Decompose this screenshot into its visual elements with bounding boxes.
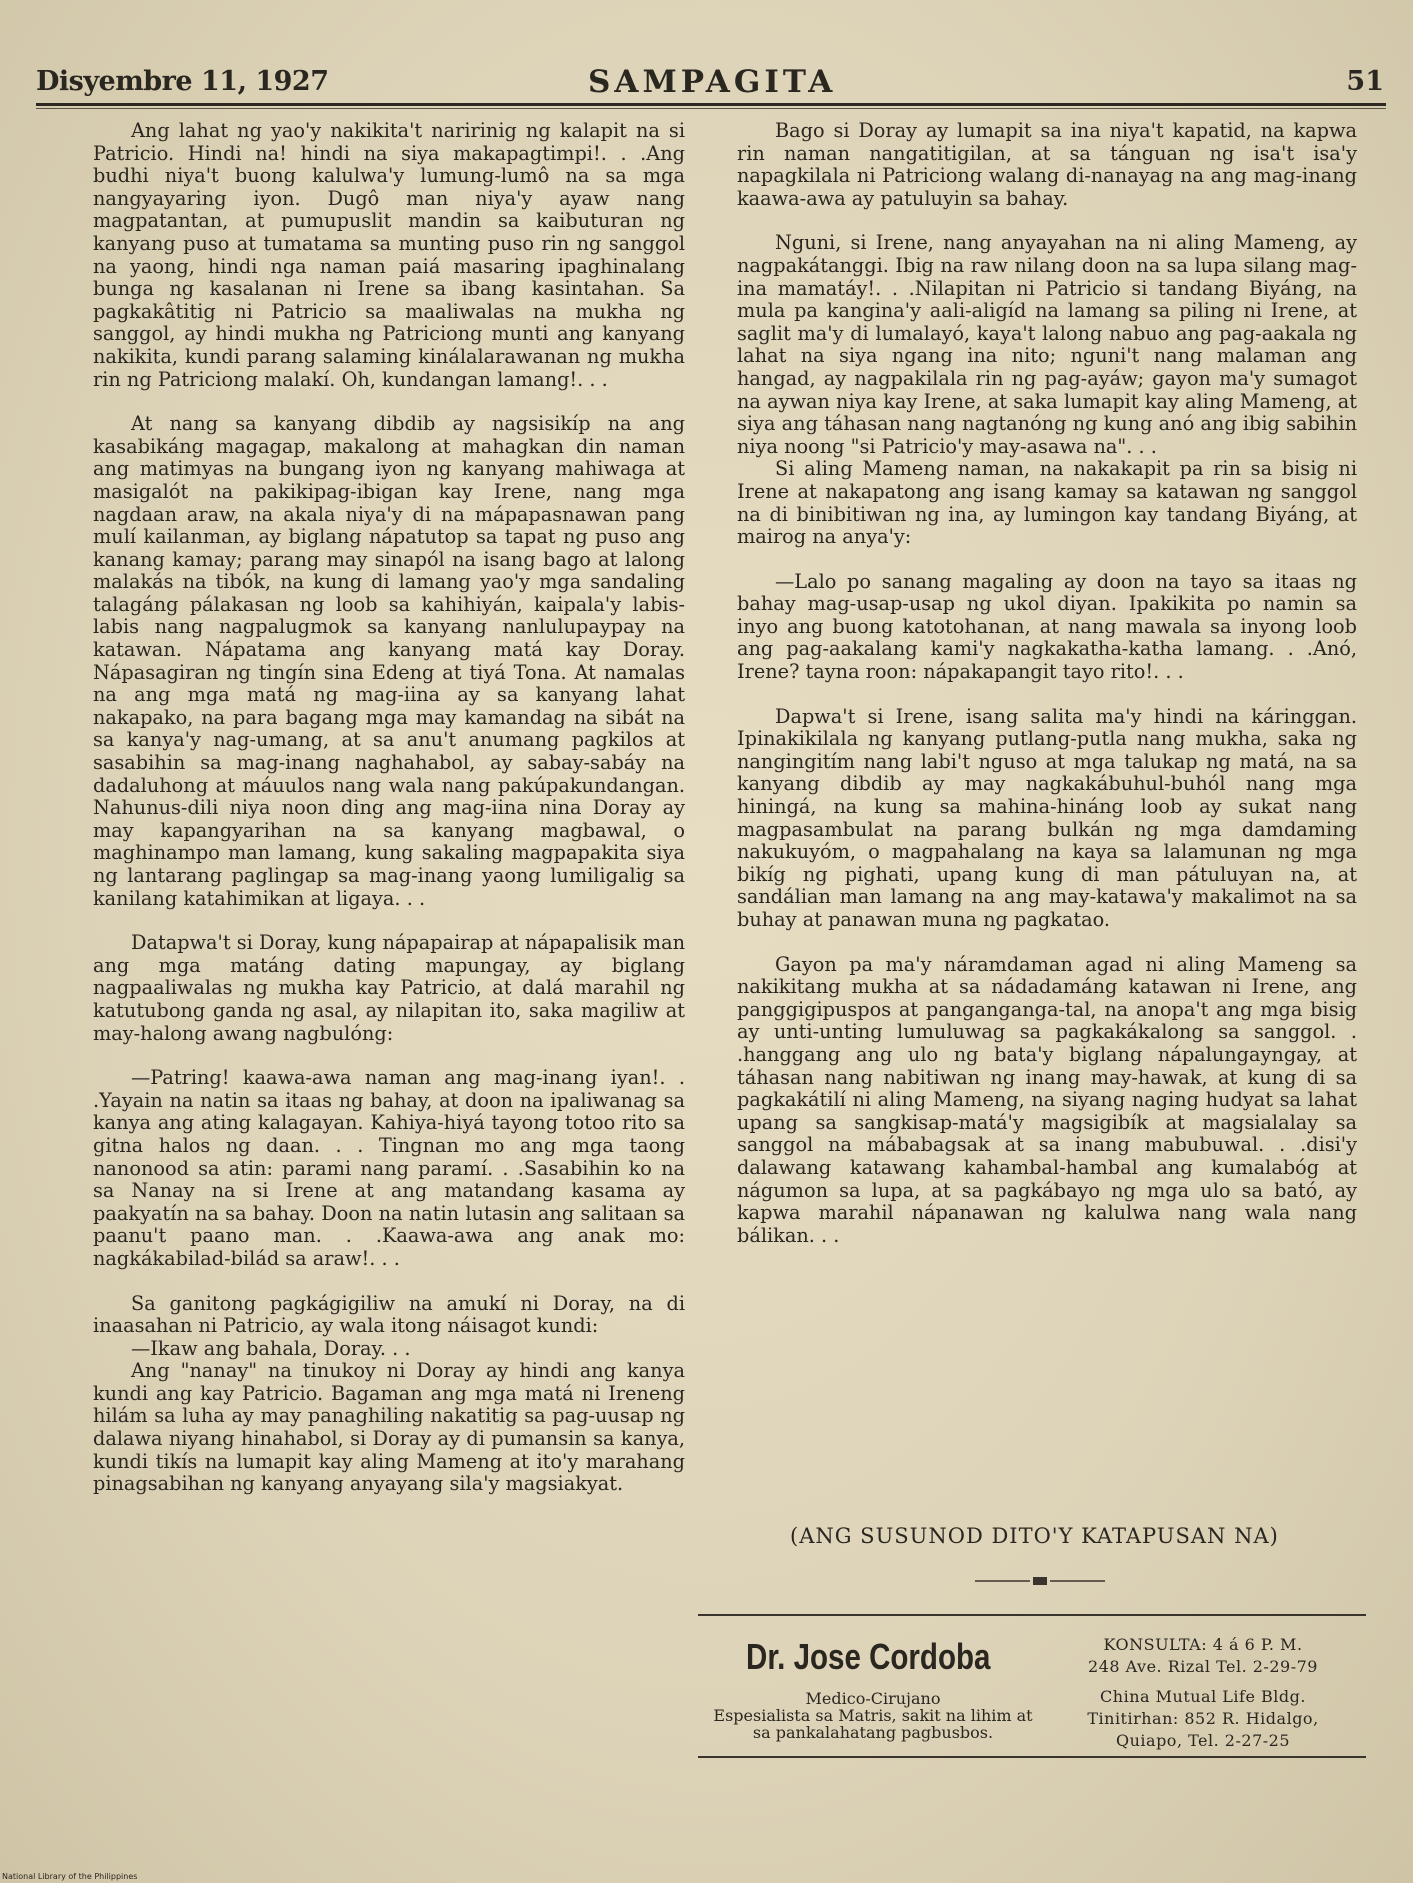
ad-specialty: Espesialista sa Matris, sakit na lihim at sa pankalahatang pagbusbos. [713,1706,1033,1742]
paragraph: —Patring! kaawa-awa naman ang mag-inang iyan!. . .Yayain na natin sa itaas ng bahay, at doon na ipaliwanag sa kanya ang ating kalagayan. Kahiya-hiyá tayong totoo rito sa gitna halos ng daan. . . Tingnan mo ang mga taong nanonood sa atin: parami nang paramí. . .Sasabihin ko na sa Nanay na si Irene at ang matandang kasama ay paakyatín na sa bahay. Doon na natin lutasin ang salitaan sa paanu't paano man. . .Kaawa-awa ang anak mo: nagkákabilad-bilád sa araw!. . . [93,1066,685,1270]
ad-address: 248 Ave. Rizal Tel. 2-29-79 [1088,1657,1318,1676]
ad-residence: Tinitirhan: 852 R. Hidalgo, [1087,1709,1319,1728]
ad-contact-block [1043,1634,1363,1752]
left-column [93,120,685,1496]
paragraph: —Lalo po sanang magaling ay doon na tayo sa itaas ng bahay mag-usap-usap ng ukol diyan. Ipakikita po namin sa inyo ang buong katotohanan, at nang mawala sa inyong loob ang pag-aakalang kami'y nagkakatha-katha lamang. . .Anó, Irene? tayna roon: nápakapangit tayo rito!. . . [737,569,1357,684]
paragraph: At nang sa kanyang dibdib ay nagsisikíp na ang kasabikáng magagap, makalong at mahagkan din naman ang matimyas na bungang iyon ng kanyang mahiwaga at masigalót na pakikipag-ibigan kay Irene, nang mga nagdaan araw, na akala niya'y di na mápapasnawan pang mulí kailanman, ay biglang nápatutop sa tapat ng puso ang kanang kamay; parang may sinapól na isang bago at lalong malakás na tibók, na kung di lamang yao'y mga sandaling talagáng pálakasan ng loob sa kahihiyán, kaipala'y labis-labis nang nagpalugmok sa kanyang nanlulupaypay na katawan. Nápatama ang kanyang matá kay Doray. Nápasagiran ng tingín sina Edeng at tiyá Tona. At namalas na ang mga matá ng mag-iina ay sa kanyang lahat nakapako, na para bagang mga may kamandag na sibát na sa kanya'y nag-umang, at sa anu't anumang pagkilos at sasabihin sa mag-inang naghahabol, ay sabay-sabáy na dadaluhong at máuulos nang wala nang pakúpakundangan. Nahunus-dili niya noon ding ang mag-iina nina Doray ay may kapangyarihan na sa kanyang magbawal, o maghinampo man lamang, kung sakaling magpapakita siya ng lantarang paglingap sa mag-inang yaong lumiligalig sa kanilang katahimikan at ligaya. . . [93,412,685,910]
right-column [737,120,1357,1247]
paragraph: Nguni, si Irene, nang anyayahan na ni aling Mameng, ay nagpakátanggi. Ibig na raw nilang doon na sa lupa silang mag-ina mamatáy!. . .Nilapitan ni Patricio si tandang Biyáng, na mula pa kangina'y aali-aligíd na lamang sa piling ni Irene, at saglit ma'y di lumalayó, kaya't lalong nabuo ang pag-aakala ng lahat na siya ngang ina nito; nguni't nang malaman ang hangad, ay nagpakilala rin ng pag-ayáw; gayon ma'y sumagot na aywan niya kay Irene, at saka lumapit kay aling Mameng, at siya ang táhasan nang nagtanóng ng kung anó ang ibig sabihin niya noong "si Patricio'y may-asawa na". . . [737,231,1357,458]
paragraph: Ang lahat ng yao'y nakikita't naririnig ng kalapit na si Patricio. Hindi na! hindi na siya makapagtimpi!. . .Ang budhi niya't buong kalulwa'y lumung-lumô na sa mga nangyayaring iyon. Dugô man niya'y ayaw nang magpatantan, at pumupuslit mandin sa kaibuturan ng kanyang puso at tumatama sa munting puso rin ng sanggol na yaong, hindi nga naman paiá masaring ipaghinalang bunga ng kasalanan ni Irene sa ibang kasintahan. Sa pagkakâtitig ni Patricio sa maaliwalas na mukha ng sanggol, ay hindi mukha ng Patriciong munti ang kanyang nakikita, kundi parang salaming kinálalarawanan ng mukha rin ng Patriciong malakí. Oh, kundangan lamang!. . . [93,119,685,391]
paragraph: Dapwa't si Irene, isang salita ma'y hindi na káringgan. Ipinakikilala ng kanyang putlang-putla nang mukha, saka ng nangingitím nang labi't nguso at mga talukap ng matá, na sa kanyang dibdib ay may nagkakábuhul-buhól nang mga hiningá, na kung sa mahina-hináng loob ay sukat nang magpasambulat na parang bulkán ng mga damdaming nakukuyóm, o magpahalang na kaya sa lalamunan ng mga bikíg ng pighati, upang kung di man pátuluyan na, at sandálian man lamang na ang may-katawa'y makalimot na sa buhay at panawan muna ng pagkatao. [737,704,1357,931]
ad-hours: KONSULTA: 4 á 6 P. M. [1103,1635,1303,1654]
divider-ornament-icon [975,1574,1105,1588]
page-number: 51 [1346,66,1384,97]
ad-doctor-name: Dr. Jose Cordoba [746,1636,991,1677]
ad-building: China Mutual Life Bldg. [1100,1687,1306,1706]
publication-title: SAMPAGITA [588,64,837,100]
paragraph: Gayon pa ma'y náramdaman agad ni aling Mameng sa nakikitang mukha at sa nádadamáng katawan ni Irene, ang panggigipuspos at panganganga-tal, na anopa't ang mga bisig ay unti-unting lumuluwag sa pagkakákalong sa sanggol. . .hanggang ang ulo ng bata'y biglang nápalungayngay, at táhasan nang nabitiwan ng inang may-hawak, at kung di sa pagkakátilí ni aling Mameng, na siyang naging hudyat sa lahat upang sa sangkisap-matá'y magsigibík at magsialalay sa sanggol na mábabagsak at sa inang mabubuwal. . .disi'y dalawang katawang kahambal-hambal ang kumalabóg at nágumon sa lupa, at sa pagkábayo ng mga ulo sa bató, ay kapwa marahil nápanawan ng kalulwa nang wala nang bálikan. . . [737,952,1357,1247]
header-rule [36,103,1386,106]
paragraph: Sa ganitong pagkágigiliw na amukí ni Doray, na di inaasahan ni Patricio, ay wala itong náisagot kundi: [93,1291,685,1338]
paragraph: Bago si Doray ay lumapit sa ina niya't kapatid, na kapwa rin naman nangatitigilan, at sa tánguan ng isa't isa'y napagkilala ni Patriciong walang di-nanayag na ang mag-inang kaawa-awa ay patuluyin sa bahay. [737,119,1357,210]
paragraph: Si aling Mameng naman, na nakakapit pa rin sa bisig ni Irene at nakapatong ang isang kamay sa katawan ng sanggol na di binibitiwan ng ina, ay lumingon kay tandang Biyáng, at mairog na anya'y: [737,457,1357,549]
paragraph: Datapwa't si Doray, kung nápapairap at nápapalisik man ang mga matáng dating mapungay, ay biglang nagpaaliwalas ng mukha kay Patricio, at dalá marahil ng katutubong ganda ng asal, ay nilapitan ito, saka magiliw at may-halong awang nagbulóng: [93,931,685,1045]
ad-residence-phone: Quiapo, Tel. 2-27-25 [1115,1731,1291,1750]
paragraph: Ang "nanay" na tinukoy ni Doray ay hindi ang kanya kundi ang kay Patricio. Bagaman ang mga matá ni Ireneng hilám sa luha ay may panaghiling nakatitig sa pag-uusap ng dalawa niyang hinahabol, si Doray ay di pumansin sa kanya, kundi tikís na lumapit kay aling Mameng at ito'y marahang pinagsabihan ng kanyang anyayang sila'y magsiakyat. [93,1359,685,1496]
page-header [36,62,1386,102]
ad-title: Medico-Cirujano [805,1689,941,1708]
to-be-continued-note: (ANG SUSUNOD DITO'Y KATAPUSAN NA) [790,1524,1279,1548]
header-rule-thin [36,108,1386,109]
archive-credit: National Library of the Philippines [2,1872,138,1881]
doctor-advertisement [698,1614,1366,1758]
issue-date: Disyembre 11, 1927 [36,66,329,97]
ad-specialty-block [713,1690,1033,1741]
paragraph: —Ikaw ang bahala, Doray. . . [131,1336,411,1360]
